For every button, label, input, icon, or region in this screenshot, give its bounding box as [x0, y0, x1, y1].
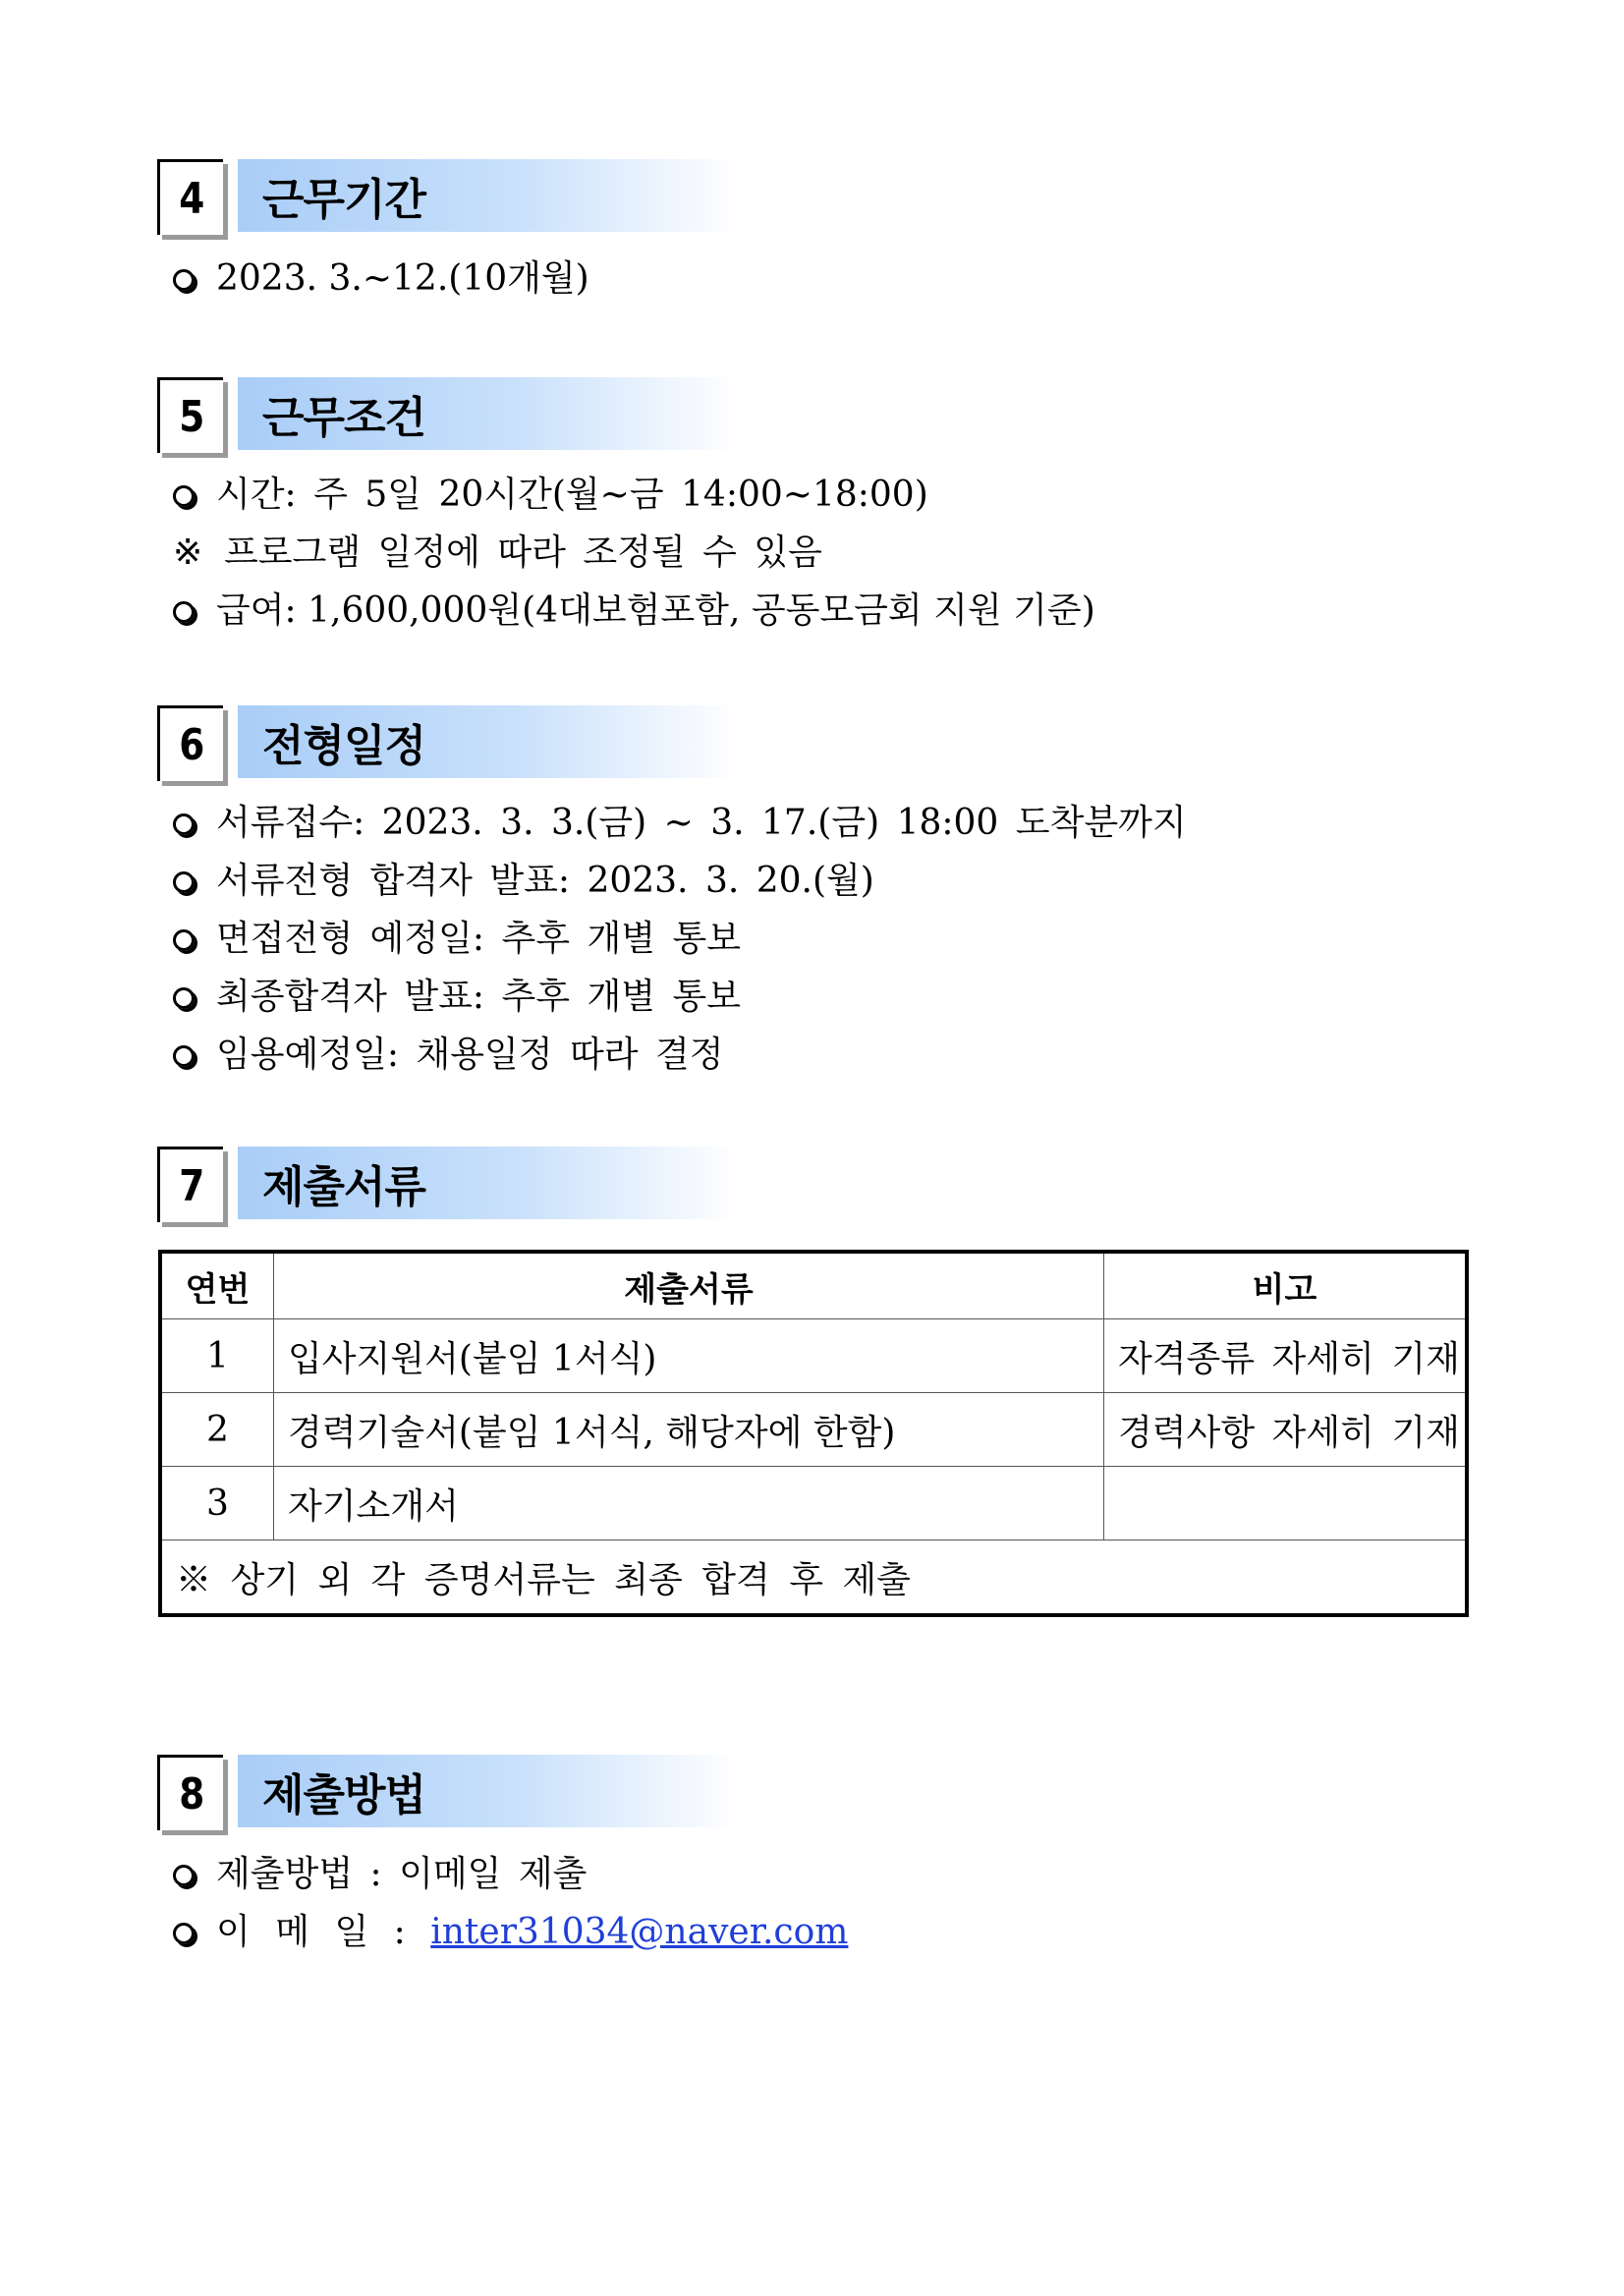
section-title-bar — [238, 377, 739, 450]
list-item: 제출방법 : 이메일 제출 — [173, 1853, 587, 1896]
table-row — [160, 1467, 1467, 1540]
row-number: 1 — [160, 1319, 274, 1393]
circle-bullet-icon — [173, 1865, 195, 1886]
list-item: 서류접수: 2023. 3. 3.(금) ~ 3. 17.(금) 18:00 도착분까지 — [173, 802, 1187, 845]
email-link[interactable]: inter31034@naver.com — [430, 1912, 849, 1952]
row-document: 입사지원서(붙임 1서식) — [274, 1319, 1104, 1393]
section-title: 제출서류 — [262, 1162, 426, 1212]
table-row — [160, 1319, 1467, 1393]
table-row — [160, 1393, 1467, 1467]
section-title: 전형일정 — [262, 721, 426, 771]
table-footnote-row — [160, 1540, 1467, 1616]
circle-bullet-icon — [173, 1045, 195, 1067]
row-document: 경력기술서(붙임 1서식, 해당자에 한함) — [274, 1393, 1104, 1467]
documents-table — [158, 1250, 1469, 1617]
list-item: 면접전형 예정일: 추후 개별 통보 — [173, 918, 741, 961]
circle-bullet-icon — [173, 987, 195, 1009]
circle-bullet-icon — [173, 1923, 195, 1944]
section-title: 제출방법 — [262, 1770, 426, 1820]
row-note: 경력사항 자세히 기재 — [1104, 1393, 1468, 1467]
row-note: 자격종류 자세히 기재 — [1104, 1319, 1468, 1393]
list-item: 2023. 3.~12.(10개월) — [173, 257, 589, 301]
row-number: 3 — [160, 1467, 274, 1540]
circle-bullet-icon — [173, 601, 195, 623]
section-title-bar — [238, 159, 739, 232]
section-number-box: 4 — [157, 159, 223, 235]
circle-bullet-icon — [173, 813, 195, 835]
header-note: 비고 — [1104, 1252, 1468, 1319]
section-number-box: 7 — [157, 1147, 223, 1222]
list-item: 서류전형 합격자 발표: 2023. 3. 20.(월) — [173, 860, 874, 903]
list-item: 이 메 일 : inter31034@naver.com — [173, 1911, 848, 1954]
table-header-row — [160, 1252, 1467, 1319]
section-number-box: 6 — [157, 705, 223, 781]
reference-mark-icon: ※ — [173, 532, 203, 573]
header-number: 연번 — [160, 1252, 274, 1319]
list-item: 최종합격자 발표: 추후 개별 통보 — [173, 976, 741, 1019]
section-title: 근무기간 — [262, 175, 426, 225]
header-document: 제출서류 — [274, 1252, 1104, 1319]
section-title-bar — [238, 705, 739, 778]
circle-bullet-icon — [173, 269, 195, 291]
list-item: 시간: 주 5일 20시간(월~금 14:00~18:00) — [173, 474, 928, 517]
table-footnote: ※ 상기 외 각 증명서류는 최종 합격 후 제출 — [160, 1540, 1467, 1616]
circle-bullet-icon — [173, 871, 195, 893]
section-title-bar — [238, 1755, 739, 1827]
list-item: 급여: 1,600,000원(4대보험포함, 공동모금회 지원 기준) — [173, 589, 1095, 633]
circle-bullet-icon — [173, 929, 195, 951]
list-item: 임용예정일: 채용일정 따라 결정 — [173, 1034, 724, 1077]
section-title: 근무조건 — [262, 393, 426, 443]
section-title-bar — [238, 1147, 739, 1219]
circle-bullet-icon — [173, 485, 195, 507]
section-number-box: 8 — [157, 1755, 223, 1830]
section-number-box: 5 — [157, 377, 223, 453]
row-note — [1104, 1467, 1468, 1540]
note-item: ※ 프로그램 일정에 따라 조정될 수 있음 — [173, 532, 822, 573]
row-document: 자기소개서 — [274, 1467, 1104, 1540]
row-number: 2 — [160, 1393, 274, 1467]
